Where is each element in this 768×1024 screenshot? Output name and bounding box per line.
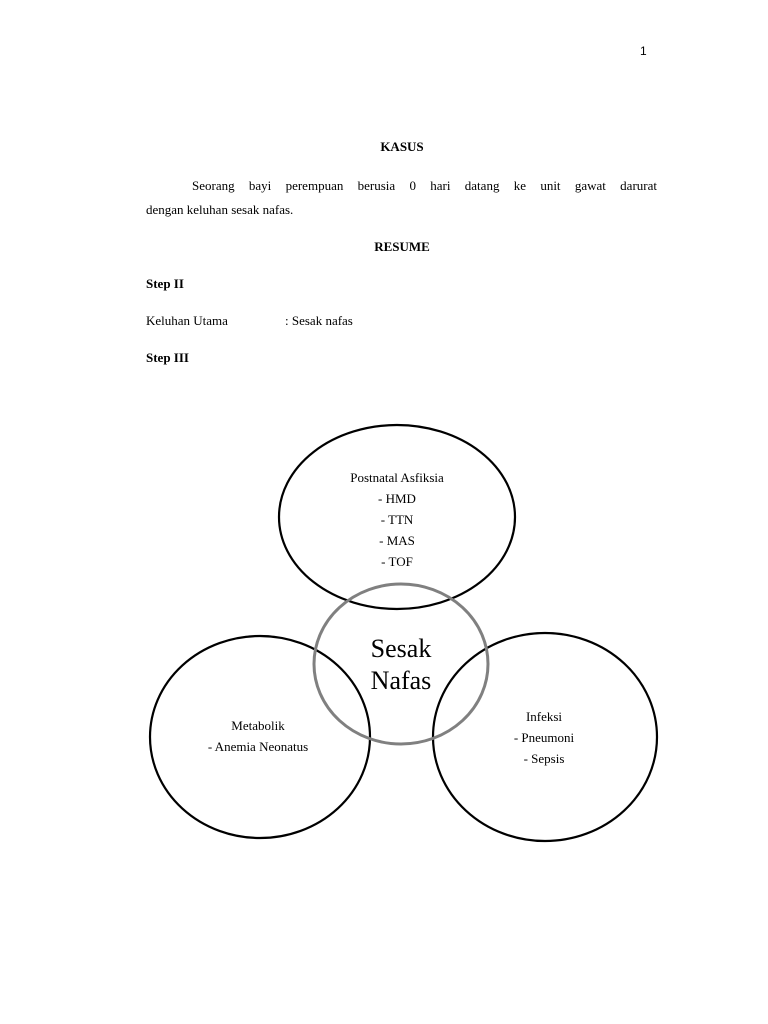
center-label-line-2: Nafas (370, 666, 432, 695)
right-circle-item: - Sepsis (523, 751, 565, 766)
right-circle-item: - Pneumoni (513, 730, 575, 745)
center-label-line-1: Sesak (370, 634, 432, 663)
left-circle-title: Metabolik (231, 718, 285, 733)
left-circle-item: - Anemia Neonatus (207, 739, 309, 754)
keluhan-utama-label: Keluhan Utama (146, 313, 228, 328)
top-circle-item: - TTN (380, 512, 414, 527)
left-circle (150, 636, 370, 838)
right-circle-title: Infeksi (525, 709, 563, 724)
page-number: 1 (640, 44, 647, 58)
step-3-label: Step III (146, 350, 189, 365)
top-circle-item: - TOF (381, 554, 413, 569)
top-circle-title: Postnatal Asfiksia (350, 470, 444, 485)
top-circle-item: - HMD (378, 491, 416, 506)
kasus-line-1: Seorang bayi perempuan berusia 0 hari datang ke unit gawat darurat (192, 178, 657, 193)
keluhan-utama-value: : Sesak nafas (285, 313, 353, 328)
resume-heading: RESUME (374, 239, 430, 254)
kasus-heading: KASUS (380, 139, 424, 154)
top-circle-item: - MAS (379, 533, 415, 548)
kasus-line-2: dengan keluhan sesak nafas. (146, 202, 294, 217)
step-2-label: Step II (146, 276, 184, 291)
